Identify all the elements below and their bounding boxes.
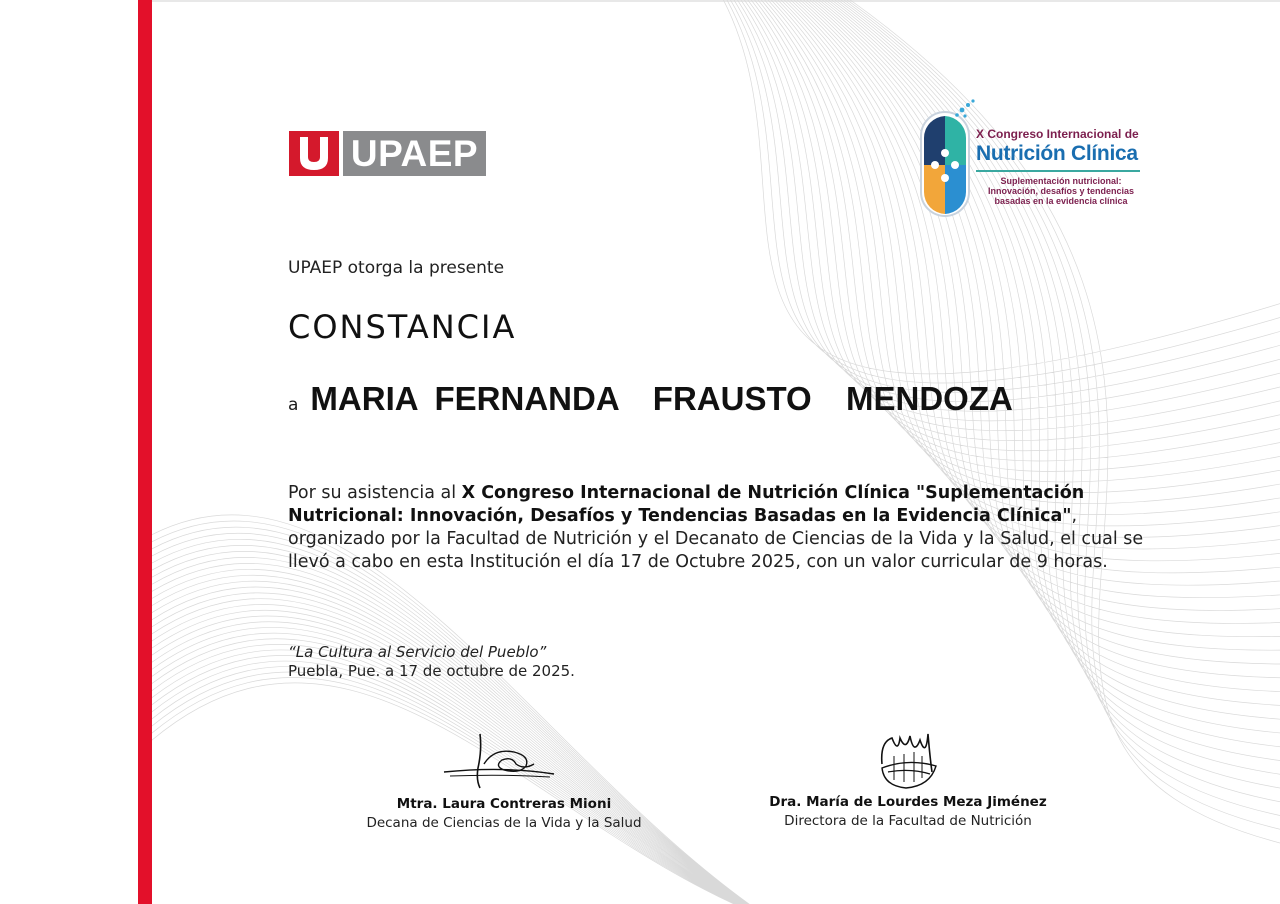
upaep-wordmark: UPAEP [343, 131, 486, 176]
congress-logo-name: Nutrición Clínica [976, 142, 1138, 165]
congress-logo-subtitle: Suplementación nutricional: Innovación, desafíos y tendencias basadas en la evidencia clínica [987, 176, 1135, 206]
certificate-body [288, 482, 1158, 574]
body-rest: , organizado por la Facultad de Nutrición y el Decanato de Ciencias de la Vida y la Salud, el cual se llevó a cabo en esta Institución el día 17 de Octubre 2025, con un valor curricular de 9 horas. [288, 506, 1144, 572]
signatory-2-name: Dra. María de Lourdes Meza Jiménez [769, 794, 1047, 810]
document-title: CONSTANCIA [288, 308, 517, 346]
congress-logo [918, 98, 1148, 220]
place-and-date: Puebla, Pue. a 17 de octubre de 2025. [288, 662, 575, 680]
signature-2-image [760, 728, 1056, 792]
upaep-mark-icon [289, 131, 339, 176]
signature-1-image [354, 730, 654, 794]
puzzle-capsule-icon [918, 98, 978, 220]
event-name: X Congreso Internacional de Nutrición Clínica "Suplementación Nutricional: Innovación, Desafíos y Tendencias Basadas en la Evidencia Clínica" [288, 483, 1085, 526]
recipient-prefix: a [288, 395, 299, 415]
upaep-logo [289, 131, 486, 176]
signatory-2-role: Directora de la Facultad de Nutrición [784, 813, 1032, 829]
institution-motto: “La Cultura al Servicio del Pueblo” [288, 643, 547, 661]
red-side-bar [138, 0, 152, 904]
signatory-1-role: Decana de Ciencias de la Vida y la Salud [366, 815, 642, 831]
intro-text: UPAEP otorga la presente [288, 258, 505, 278]
recipient-name: MARIA FERNANDA FRAUSTO MENDOZA [310, 380, 1013, 417]
signatory-2 [760, 728, 1056, 829]
signatory-1 [354, 730, 654, 831]
body-lead: Por su asistencia al [288, 483, 462, 503]
recipient-line [288, 380, 1013, 418]
congress-logo-underline [976, 170, 1140, 172]
signatory-1-name: Mtra. Laura Contreras Mioni [396, 796, 612, 812]
congress-logo-title: X Congreso Internacional de [976, 127, 1139, 141]
